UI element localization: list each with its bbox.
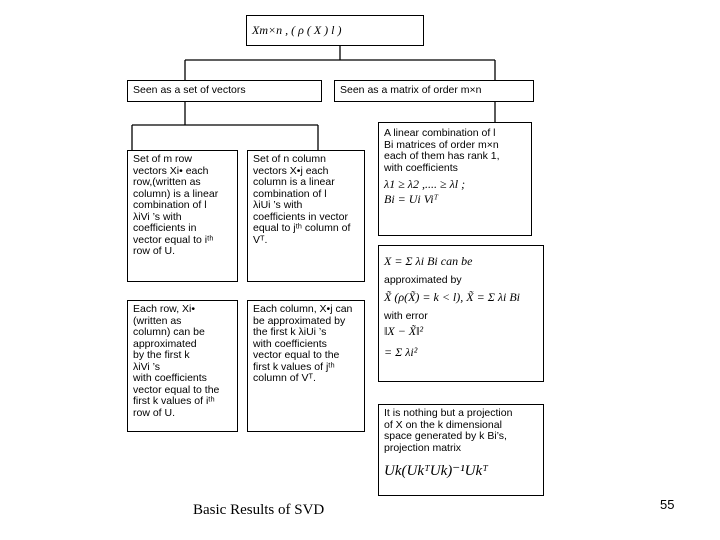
column-approx-line: be approximated by: [253, 314, 346, 327]
approx-error-sum: = Σ λi²: [384, 345, 418, 359]
page-number: 55: [660, 497, 675, 512]
linear-combination-inequality: λ1 ≥ λ2 ,.... ≥ λl ;: [384, 177, 466, 191]
row-approx-line: (written as: [133, 314, 182, 327]
column-approx-line: first k values of jᵗʰ: [253, 360, 335, 373]
projection-line: space generated by k Bi’s,: [384, 430, 507, 442]
right-header-box: [334, 80, 534, 102]
left-header-text: Seen as a set of vectors: [133, 84, 246, 96]
left-header-box: [127, 80, 322, 102]
column-vectors-box: [247, 150, 365, 282]
row-approx-line: vector equal to the: [133, 383, 220, 396]
row-approx-box: [127, 300, 238, 432]
top-box-text: Xm×n , ( ρ ( X ) l ): [252, 23, 342, 37]
row-vectors-line: Set of m row: [133, 153, 192, 165]
column-vectors-line: Set of n column: [253, 153, 326, 165]
projection-line: of X on the k dimensional: [384, 418, 502, 431]
row-vectors-line: λiVi ’s with: [133, 210, 182, 223]
linear-combination-line: with coefficients: [384, 161, 458, 174]
linear-combination-formula: Bi = Ui Viᵀ: [384, 192, 439, 206]
column-approx-line: with coefficients: [253, 337, 327, 350]
column-approx-line: Each column, X•j can: [253, 303, 353, 315]
projection-line: It is nothing but a projection: [384, 407, 513, 419]
column-approx-line: column of Vᵀ.: [253, 372, 316, 384]
row-vectors-line: column) is a linear: [133, 187, 219, 200]
top-box: [246, 15, 424, 46]
column-approx-line: vector equal to the: [253, 349, 340, 361]
row-approx-line: row of U.: [133, 406, 176, 419]
linear-combination-line: Bi matrices of order m×n: [384, 138, 499, 151]
linear-combination-box: [378, 122, 532, 236]
row-vectors-line: combination of l: [133, 199, 207, 211]
right-header-text: Seen as a matrix of order m×n: [340, 84, 482, 96]
column-vectors-line: column is a linear: [253, 176, 335, 188]
row-approx-line: by the first k: [133, 349, 190, 361]
linear-combination-line: each of them has rank 1,: [384, 150, 500, 162]
projection-line: projection matrix: [384, 441, 462, 454]
column-approx-box: [247, 300, 365, 432]
approx-error-norm: ‖X − X̃‖²: [384, 324, 424, 338]
column-vectors-line: Vᵀ.: [253, 233, 268, 246]
linear-combination-line: A linear combination of l: [384, 127, 496, 139]
row-vectors-line: vector equal to iᵗʰ: [133, 233, 214, 246]
column-vectors-line: coefficients in vector: [253, 210, 348, 223]
approx-formula: X̃ (ρ(X̃) = k < l), X̃ = Σ λi Bi: [384, 289, 521, 304]
approx-matrix-box: [378, 245, 544, 382]
approx-error-label: with error: [384, 309, 428, 322]
column-approx-line: the first k λiUi ’s: [253, 326, 327, 338]
approx-sum: X = Σ λi Bi can be: [384, 254, 473, 268]
row-approx-line: column) can be: [133, 326, 205, 338]
slide-caption: Basic Results of SVD: [193, 502, 325, 518]
row-approx-line: first k values of iᵗʰ: [133, 395, 215, 407]
row-vectors-line: vectors Xi• each: [133, 164, 209, 177]
projection-formula: Uk(UkᵀUk)⁻¹Ukᵀ: [384, 463, 488, 479]
row-approx-line: Each row, Xi•: [133, 303, 196, 315]
row-approx-line: λiVi ’s: [133, 360, 161, 373]
row-vectors-line: coefficients in: [133, 222, 197, 234]
column-vectors-line: equal to jᵗʰ column of: [253, 222, 351, 234]
row-vectors-box: [127, 150, 238, 282]
column-vectors-line: combination of l: [253, 187, 327, 200]
projection-box: [378, 404, 544, 496]
column-vectors-line: vectors X•j each: [253, 164, 329, 177]
row-approx-line: with coefficients: [133, 372, 207, 384]
row-approx-line: approximated: [133, 337, 197, 350]
column-vectors-line: λiUi ’s with: [253, 199, 303, 211]
row-vectors-line: row of U.: [133, 245, 176, 257]
approx-text: approximated by: [384, 274, 462, 286]
row-vectors-line: row,(written as: [133, 176, 201, 188]
